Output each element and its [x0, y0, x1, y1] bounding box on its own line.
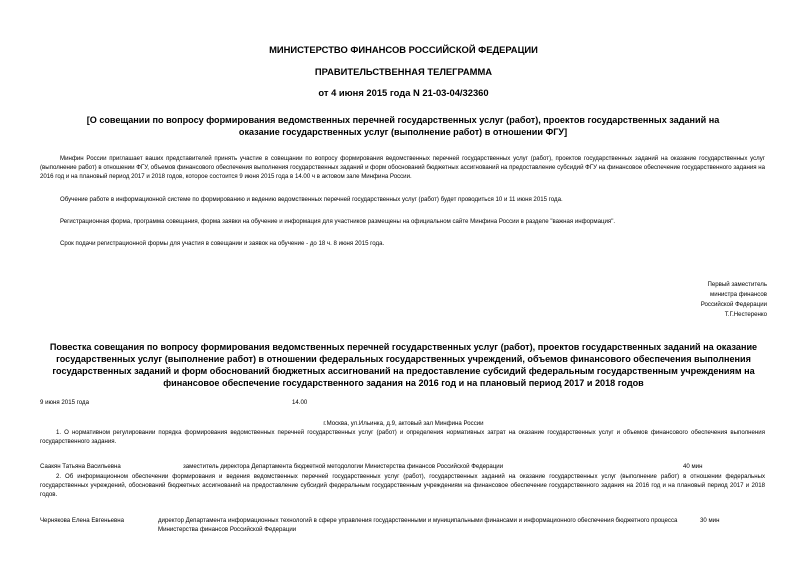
body-paragraph-4: Срок подачи регистрационной формы для участия в совещании и заявок на обучение - до 18 ч. 8 июня 2015 года. [60, 240, 385, 247]
speaker-1-role: заместитель директора Департамента бюджетной методологии Министерства финансов Российской Федерации [183, 463, 504, 470]
document-subject: [О совещании по вопросу формирования ведомственных перечней государственных услуг (работ), проектов государственных заданий на оказание государственных услуг (выполнение работ) в отношении ФГУ] [86, 115, 720, 137]
agenda-title: Повестка совещания по вопросу формирования ведомственных перечней государственных услуг (работ), проектов государственных заданий на оказание государственных услуг (выполнение работ) в отношении федеральных государственных учреждений, объемов финансового обеспечения выполнения государственных заданий и форм обоснований бюджетных ассигнований на предоставление субсидий федеральным государственным учреждениям на финансовое обеспечение государственного задания на 2016 год и на плановый период 2017 и 2018 годов [49, 342, 758, 388]
signature-line-1: Первый заместитель [707, 281, 767, 288]
document-date-number: от 4 июня 2015 года N 21-03-04/32360 [318, 87, 489, 98]
signature-block [567, 280, 767, 320]
ministry-heading: МИНИСТЕРСТВО ФИНАНСОВ РОССИЙСКОЙ ФЕДЕРАЦИИ [269, 44, 538, 55]
speaker-2-name: Чернякова Елена Евгеньевна [40, 517, 125, 524]
agenda-item-1: 1. О нормативном регулировании порядка формирования ведомственных перечней государственных услуг (работ) и определения нормативных затрат на оказание государственных услуг и объемов финансового обеспечения выполнения государственного задания. [40, 429, 765, 445]
body-paragraph-3: Регистрационная форма, программа совещания, форма заявки на обучение и информация для участников размещены на официальном сайте Минфина России в разделе "важная информация". [60, 218, 616, 225]
signature-line-2: министра финансов [710, 291, 767, 298]
signature-line-3: Российской Федерации [700, 301, 767, 308]
speaker-2-time: 30 мин [700, 517, 720, 524]
agenda-item-2: 2. Об информационном обеспечении формирования и ведения ведомственных перечней государственных услуг (работ), государственных заданий на оказание государственных услуг (выполнение работ) в отношении федеральных государственных учреждений, обоснований бюджетных ассигнований на предоставление субсидий федеральным государственным учреждениям на финансовое обеспечение государственного задания на 2016 год и на плановый период 2017 и 2018 годов. [40, 473, 765, 498]
speaker-2-role: директор Департамента информационных технологий в сфере управления государственными и муниципальными финансами и информационного обеспечения бюджетного процесса Министерства финансов Российской Федерации [158, 517, 678, 533]
body-paragraph-1: Минфин России приглашает ваших представителей принять участие в совещании по вопросу формирования ведомственных перечней государственных услуг (работ), проектов государственных заданий на оказание государственных услуг (выполнение работ) в отношении ФГУ, объемов финансового обеспечения выполнения государственных заданий и форм обоснований бюджетных ассигнований на предоставление субсидий ФГУ на финансовое обеспечение государственного задания на 2016 год и на плановый период 2017 и 2018 годов, которое состоится 9 июня 2015 года в 14.00 ч в актовом зале Минфина России. [40, 155, 765, 180]
document-type-heading: ПРАВИТЕЛЬСТВЕННАЯ ТЕЛЕГРАММА [314, 66, 493, 77]
speaker-1-name: Саакян Татьяна Васильевна [40, 463, 121, 470]
signature-name: Т.Г.Нестеренко [724, 311, 767, 318]
agenda-date: 9 июня 2015 года [40, 399, 89, 406]
agenda-time: 14.00 [292, 399, 308, 406]
body-paragraph-2: Обучение работе в информационной системе по формированию и ведению ведомственных перечней государственных услуг (работ) будет проводиться 10 и 11 июня 2015 года. [60, 196, 563, 203]
agenda-place: г.Москва, ул.Ильинка, д.9, актовый зал Минфина России [323, 420, 484, 427]
speaker-1-time: 40 мин [683, 463, 703, 470]
